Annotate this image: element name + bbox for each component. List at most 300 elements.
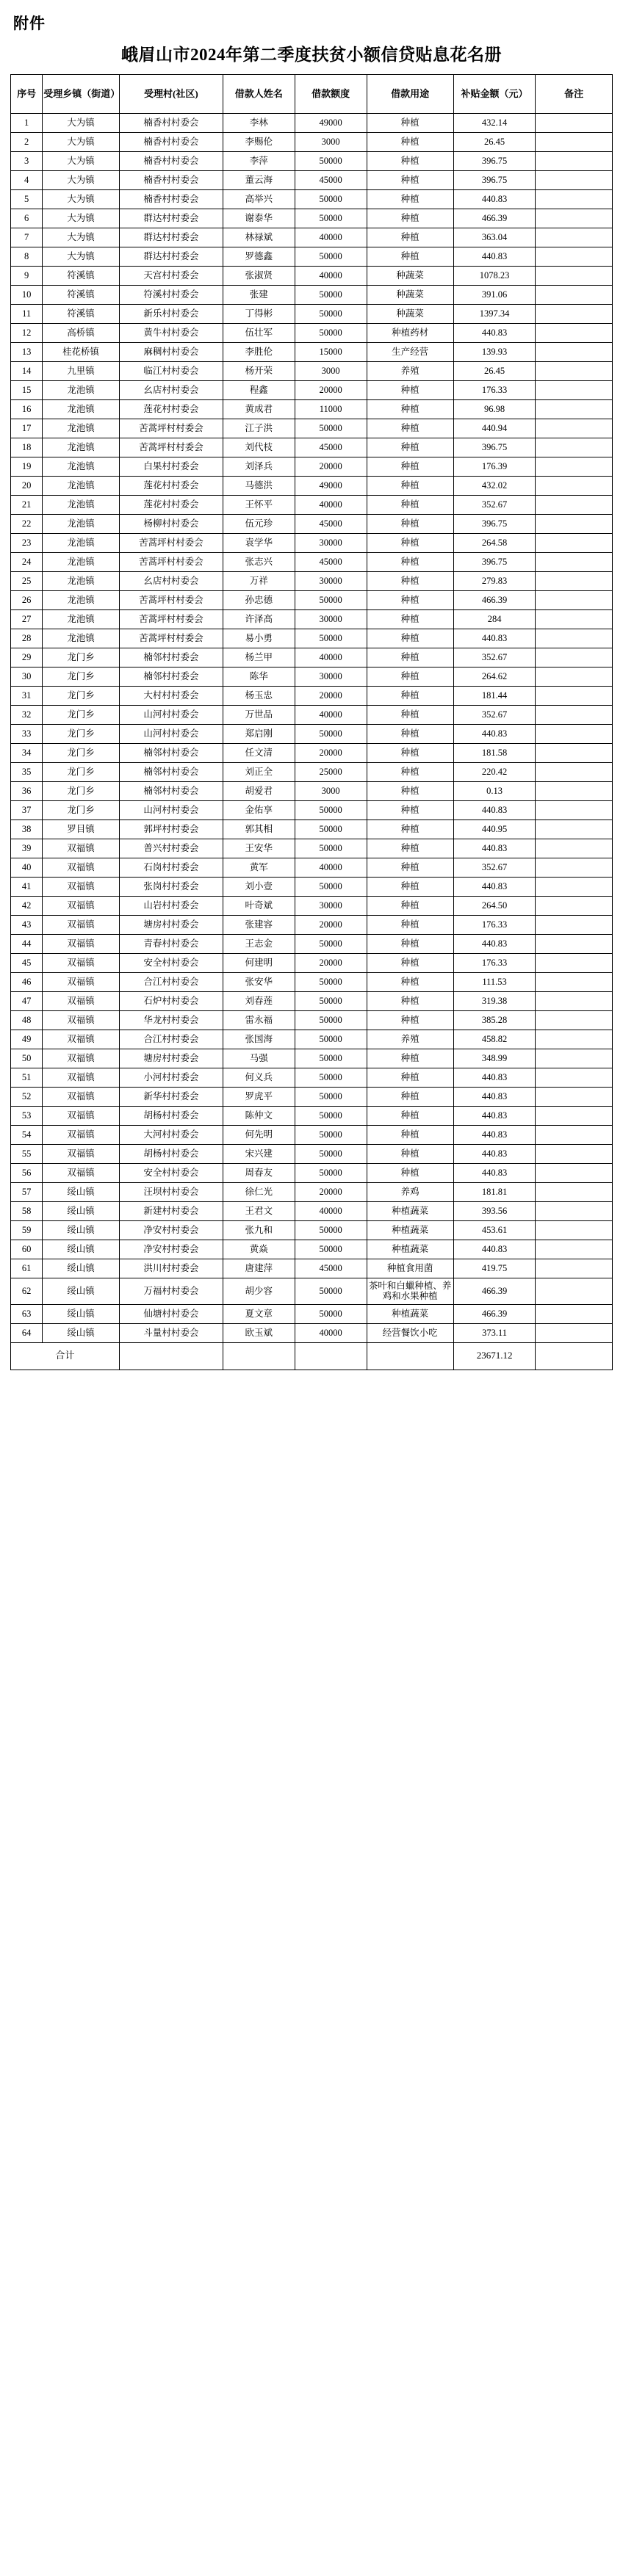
cell-village: 安全村村委会 <box>119 1164 223 1183</box>
cell-village: 幺店村村委会 <box>119 572 223 591</box>
cell-village: 楠香村村委会 <box>119 152 223 171</box>
cell-seq: 33 <box>11 725 43 744</box>
cell-borrower-name: 刘春莲 <box>223 992 295 1011</box>
cell-remark <box>536 629 613 648</box>
cell-borrower-name: 张建 <box>223 286 295 305</box>
cell-remark <box>536 133 613 152</box>
cell-loan-purpose: 种植 <box>367 1049 453 1068</box>
cell-seq: 17 <box>11 419 43 438</box>
cell-town: 双福镇 <box>43 1164 120 1183</box>
cell-village: 莲花村村委会 <box>119 400 223 419</box>
cell-village: 楠香村村委会 <box>119 114 223 133</box>
cell-seq: 41 <box>11 878 43 897</box>
cell-town: 双福镇 <box>43 858 120 878</box>
cell-remark <box>536 324 613 343</box>
cell-village: 天宫村村委会 <box>119 267 223 286</box>
cell-village: 幺店村村委会 <box>119 381 223 400</box>
table-row <box>11 553 613 572</box>
cell-subsidy-amount: 176.33 <box>453 916 535 935</box>
cell-borrower-name: 刘小壹 <box>223 878 295 897</box>
cell-loan-amount: 15000 <box>295 343 367 362</box>
cell-remark <box>536 706 613 725</box>
cell-subsidy-amount: 373.11 <box>453 1323 535 1342</box>
cell-subsidy-amount: 440.83 <box>453 1068 535 1088</box>
attachment-label: 附件 <box>13 15 46 32</box>
cell-seq: 21 <box>11 496 43 515</box>
cell-subsidy-amount: 440.83 <box>453 878 535 897</box>
cell-loan-purpose: 种植 <box>367 782 453 801</box>
cell-village: 黄牛村村委会 <box>119 324 223 343</box>
cell-loan-amount: 50000 <box>295 992 367 1011</box>
cell-loan-amount: 50000 <box>295 1221 367 1240</box>
cell-village: 楠邻村村委会 <box>119 648 223 667</box>
cell-subsidy-amount: 26.45 <box>453 133 535 152</box>
cell-seq: 60 <box>11 1240 43 1259</box>
table-row <box>11 133 613 152</box>
cell-town: 龙池镇 <box>43 381 120 400</box>
cell-borrower-name: 何建明 <box>223 954 295 973</box>
cell-town: 高桥镇 <box>43 324 120 343</box>
cell-remark <box>536 209 613 228</box>
cell-village: 楠香村村委会 <box>119 171 223 190</box>
cell-town: 大为镇 <box>43 209 120 228</box>
cell-seq: 1 <box>11 114 43 133</box>
cell-loan-purpose: 种植 <box>367 973 453 992</box>
cell-loan-purpose: 种植 <box>367 381 453 400</box>
cell-loan-purpose: 种植 <box>367 133 453 152</box>
cell-subsidy-amount: 440.83 <box>453 1126 535 1145</box>
cell-borrower-name: 王怀平 <box>223 496 295 515</box>
cell-loan-purpose: 种植蔬菜 <box>367 1304 453 1323</box>
cell-town: 绥山镇 <box>43 1221 120 1240</box>
cell-loan-amount: 20000 <box>295 687 367 706</box>
cell-loan-purpose: 生产经营 <box>367 343 453 362</box>
cell-town: 龙池镇 <box>43 610 120 629</box>
cell-town: 九里镇 <box>43 362 120 381</box>
cell-village: 汪坝村村委会 <box>119 1183 223 1202</box>
total-blank-purpose <box>367 1342 453 1370</box>
cell-seq: 50 <box>11 1049 43 1068</box>
cell-loan-amount: 50000 <box>295 1164 367 1183</box>
cell-loan-amount: 50000 <box>295 1011 367 1030</box>
table-row <box>11 247 613 267</box>
cell-loan-amount: 50000 <box>295 190 367 209</box>
cell-town: 龙门乡 <box>43 706 120 725</box>
cell-subsidy-amount: 440.83 <box>453 1145 535 1164</box>
cell-town: 大为镇 <box>43 247 120 267</box>
cell-village: 杨柳村村委会 <box>119 515 223 534</box>
cell-remark <box>536 648 613 667</box>
cell-loan-purpose: 种植 <box>367 400 453 419</box>
cell-loan-amount: 50000 <box>295 324 367 343</box>
cell-borrower-name: 孙忠德 <box>223 591 295 610</box>
cell-borrower-name: 郑启刚 <box>223 725 295 744</box>
table-row <box>11 1164 613 1183</box>
cell-loan-purpose: 种植 <box>367 858 453 878</box>
table-row <box>11 362 613 381</box>
cell-subsidy-amount: 319.38 <box>453 992 535 1011</box>
cell-borrower-name: 张志兴 <box>223 553 295 572</box>
cell-subsidy-amount: 181.81 <box>453 1183 535 1202</box>
cell-loan-amount: 50000 <box>295 286 367 305</box>
cell-village: 青春村村委会 <box>119 935 223 954</box>
cell-loan-amount: 20000 <box>295 954 367 973</box>
cell-town: 龙池镇 <box>43 419 120 438</box>
cell-borrower-name: 李赐伦 <box>223 133 295 152</box>
cell-loan-amount: 50000 <box>295 305 367 324</box>
table-row <box>11 973 613 992</box>
cell-borrower-name: 张安华 <box>223 973 295 992</box>
total-blank-village <box>119 1342 223 1370</box>
cell-town: 绥山镇 <box>43 1183 120 1202</box>
cell-seq: 11 <box>11 305 43 324</box>
table-row <box>11 706 613 725</box>
cell-remark <box>536 667 613 687</box>
column-header-remark: 备注 <box>536 75 613 114</box>
cell-loan-amount: 20000 <box>295 1183 367 1202</box>
cell-seq: 58 <box>11 1202 43 1221</box>
cell-subsidy-amount: 264.62 <box>453 667 535 687</box>
cell-village: 石岗村村委会 <box>119 858 223 878</box>
cell-village: 山岩村村委会 <box>119 897 223 916</box>
cell-seq: 26 <box>11 591 43 610</box>
subsidy-roster-table <box>10 74 613 1370</box>
cell-loan-purpose: 种植 <box>367 228 453 247</box>
cell-town: 大为镇 <box>43 190 120 209</box>
cell-town: 大为镇 <box>43 133 120 152</box>
cell-borrower-name: 何义兵 <box>223 1068 295 1088</box>
cell-borrower-name: 袁学华 <box>223 534 295 553</box>
cell-remark <box>536 878 613 897</box>
cell-village: 石炉村村委会 <box>119 992 223 1011</box>
table-row <box>11 763 613 782</box>
cell-town: 龙池镇 <box>43 438 120 457</box>
cell-town: 龙池镇 <box>43 477 120 496</box>
table-row <box>11 954 613 973</box>
cell-borrower-name: 林禄斌 <box>223 228 295 247</box>
cell-village: 大村村村委会 <box>119 687 223 706</box>
cell-remark <box>536 801 613 820</box>
cell-village: 山河村村委会 <box>119 725 223 744</box>
cell-loan-amount: 40000 <box>295 267 367 286</box>
cell-seq: 4 <box>11 171 43 190</box>
table-row <box>11 477 613 496</box>
cell-loan-purpose: 种植 <box>367 1126 453 1145</box>
cell-town: 符溪镇 <box>43 305 120 324</box>
cell-borrower-name: 李胜伦 <box>223 343 295 362</box>
cell-loan-amount: 40000 <box>295 496 367 515</box>
cell-subsidy-amount: 466.39 <box>453 1304 535 1323</box>
cell-village: 万福村村委会 <box>119 1278 223 1305</box>
cell-subsidy-amount: 284 <box>453 610 535 629</box>
cell-town: 双福镇 <box>43 992 120 1011</box>
cell-village: 新乐村村委会 <box>119 305 223 324</box>
cell-seq: 9 <box>11 267 43 286</box>
cell-remark <box>536 171 613 190</box>
cell-borrower-name: 唐建萍 <box>223 1259 295 1278</box>
cell-loan-purpose: 种植 <box>367 1107 453 1126</box>
cell-seq: 53 <box>11 1107 43 1126</box>
cell-borrower-name: 金佑享 <box>223 801 295 820</box>
cell-borrower-name: 何先明 <box>223 1126 295 1145</box>
cell-subsidy-amount: 432.02 <box>453 477 535 496</box>
cell-borrower-name: 罗虎平 <box>223 1088 295 1107</box>
cell-loan-amount: 45000 <box>295 515 367 534</box>
cell-village: 郭坪村村委会 <box>119 820 223 839</box>
cell-borrower-name: 高举兴 <box>223 190 295 209</box>
cell-remark <box>536 839 613 858</box>
cell-town: 龙门乡 <box>43 687 120 706</box>
table-row <box>11 171 613 190</box>
cell-borrower-name: 张淑贤 <box>223 267 295 286</box>
cell-town: 桂花桥镇 <box>43 343 120 362</box>
cell-loan-amount: 50000 <box>295 247 367 267</box>
cell-village: 合江村村委会 <box>119 973 223 992</box>
cell-remark <box>536 515 613 534</box>
cell-loan-amount: 11000 <box>295 400 367 419</box>
cell-town: 绥山镇 <box>43 1240 120 1259</box>
cell-loan-amount: 50000 <box>295 419 367 438</box>
cell-seq: 63 <box>11 1304 43 1323</box>
column-header-loan-amount: 借款额度 <box>295 75 367 114</box>
cell-remark <box>536 381 613 400</box>
table-row <box>11 190 613 209</box>
cell-borrower-name: 王志金 <box>223 935 295 954</box>
cell-remark <box>536 1068 613 1088</box>
cell-loan-purpose: 种植 <box>367 954 453 973</box>
cell-town: 龙门乡 <box>43 801 120 820</box>
cell-borrower-name: 黄成君 <box>223 400 295 419</box>
cell-subsidy-amount: 440.83 <box>453 1088 535 1107</box>
cell-seq: 8 <box>11 247 43 267</box>
cell-remark <box>536 114 613 133</box>
cell-subsidy-amount: 453.61 <box>453 1221 535 1240</box>
cell-subsidy-amount: 440.83 <box>453 839 535 858</box>
cell-village: 楠香村村委会 <box>119 133 223 152</box>
cell-remark <box>536 247 613 267</box>
cell-town: 龙池镇 <box>43 534 120 553</box>
total-row <box>11 1342 613 1370</box>
column-header-loan-purpose: 借款用途 <box>367 75 453 114</box>
cell-seq: 22 <box>11 515 43 534</box>
cell-borrower-name: 许泽高 <box>223 610 295 629</box>
cell-remark <box>536 496 613 515</box>
cell-town: 龙门乡 <box>43 763 120 782</box>
cell-loan-amount: 50000 <box>295 725 367 744</box>
cell-village: 临江村村委会 <box>119 362 223 381</box>
cell-village: 新华村村委会 <box>119 1088 223 1107</box>
cell-remark <box>536 572 613 591</box>
cell-seq: 6 <box>11 209 43 228</box>
cell-borrower-name: 马德洪 <box>223 477 295 496</box>
cell-village: 仙塘村村委会 <box>119 1304 223 1323</box>
cell-remark <box>536 190 613 209</box>
page-title: 峨眉山市2024年第二季度扶贫小额信贷贴息花名册 <box>121 46 502 64</box>
cell-remark <box>536 228 613 247</box>
cell-village: 普兴村村委会 <box>119 839 223 858</box>
cell-town: 罗目镇 <box>43 820 120 839</box>
table-row <box>11 1126 613 1145</box>
cell-subsidy-amount: 396.75 <box>453 438 535 457</box>
cell-borrower-name: 杨兰甲 <box>223 648 295 667</box>
cell-town: 大为镇 <box>43 228 120 247</box>
cell-town: 双福镇 <box>43 1107 120 1126</box>
cell-loan-amount: 50000 <box>295 1068 367 1088</box>
cell-remark <box>536 992 613 1011</box>
table-row <box>11 457 613 477</box>
cell-loan-purpose: 种植 <box>367 457 453 477</box>
cell-loan-amount: 50000 <box>295 1145 367 1164</box>
cell-subsidy-amount: 391.06 <box>453 286 535 305</box>
cell-village: 大河村村委会 <box>119 1126 223 1145</box>
cell-loan-amount: 45000 <box>295 553 367 572</box>
cell-loan-purpose: 种植 <box>367 648 453 667</box>
cell-seq: 5 <box>11 190 43 209</box>
cell-town: 龙门乡 <box>43 782 120 801</box>
cell-borrower-name: 欧玉斌 <box>223 1323 295 1342</box>
table-row <box>11 782 613 801</box>
cell-village: 山河村村委会 <box>119 801 223 820</box>
cell-loan-amount: 30000 <box>295 572 367 591</box>
cell-seq: 44 <box>11 935 43 954</box>
cell-loan-purpose: 种植 <box>367 878 453 897</box>
table-row <box>11 1030 613 1049</box>
cell-subsidy-amount: 0.13 <box>453 782 535 801</box>
cell-borrower-name: 雷永福 <box>223 1011 295 1030</box>
cell-subsidy-amount: 440.94 <box>453 419 535 438</box>
cell-subsidy-amount: 440.83 <box>453 725 535 744</box>
table-row <box>11 381 613 400</box>
table-row <box>11 1304 613 1323</box>
cell-loan-amount: 50000 <box>295 1126 367 1145</box>
cell-remark <box>536 935 613 954</box>
cell-town: 双福镇 <box>43 878 120 897</box>
cell-subsidy-amount: 440.83 <box>453 190 535 209</box>
cell-town: 符溪镇 <box>43 267 120 286</box>
table-row <box>11 839 613 858</box>
table-row <box>11 1221 613 1240</box>
cell-remark <box>536 610 613 629</box>
cell-subsidy-amount: 352.67 <box>453 648 535 667</box>
cell-subsidy-amount: 396.75 <box>453 171 535 190</box>
cell-village: 塘房村村委会 <box>119 1049 223 1068</box>
cell-remark <box>536 1278 613 1305</box>
cell-loan-amount: 50000 <box>295 629 367 648</box>
cell-town: 大为镇 <box>43 171 120 190</box>
cell-loan-purpose: 种植 <box>367 1164 453 1183</box>
cell-remark <box>536 1126 613 1145</box>
cell-loan-purpose: 种植 <box>367 801 453 820</box>
cell-village: 张岗村村委会 <box>119 878 223 897</box>
cell-loan-purpose: 种蔬菜 <box>367 305 453 324</box>
cell-borrower-name: 刘泽兵 <box>223 457 295 477</box>
cell-loan-purpose: 种植 <box>367 706 453 725</box>
cell-seq: 61 <box>11 1259 43 1278</box>
cell-town: 龙池镇 <box>43 400 120 419</box>
cell-village: 胡杨村村委会 <box>119 1145 223 1164</box>
cell-seq: 10 <box>11 286 43 305</box>
cell-subsidy-amount: 220.42 <box>453 763 535 782</box>
cell-subsidy-amount: 440.83 <box>453 247 535 267</box>
cell-village: 苦蒿坪村村委会 <box>119 438 223 457</box>
cell-remark <box>536 1323 613 1342</box>
cell-subsidy-amount: 181.44 <box>453 687 535 706</box>
cell-town: 龙池镇 <box>43 496 120 515</box>
cell-loan-purpose: 种植 <box>367 209 453 228</box>
cell-loan-purpose: 种植 <box>367 687 453 706</box>
cell-town: 双福镇 <box>43 1049 120 1068</box>
cell-remark <box>536 820 613 839</box>
cell-subsidy-amount: 440.83 <box>453 801 535 820</box>
cell-borrower-name: 杨玉忠 <box>223 687 295 706</box>
cell-loan-amount: 50000 <box>295 1304 367 1323</box>
table-row <box>11 858 613 878</box>
cell-village: 苦蒿坪村村委会 <box>119 553 223 572</box>
cell-town: 双福镇 <box>43 1011 120 1030</box>
cell-subsidy-amount: 348.99 <box>453 1049 535 1068</box>
cell-loan-purpose: 种植 <box>367 190 453 209</box>
cell-borrower-name: 任文清 <box>223 744 295 763</box>
cell-loan-amount: 3000 <box>295 782 367 801</box>
cell-loan-amount: 50000 <box>295 1240 367 1259</box>
cell-subsidy-amount: 466.39 <box>453 591 535 610</box>
cell-subsidy-amount: 176.33 <box>453 954 535 973</box>
cell-town: 龙池镇 <box>43 457 120 477</box>
table-row <box>11 935 613 954</box>
cell-seq: 7 <box>11 228 43 247</box>
table-row <box>11 916 613 935</box>
cell-town: 双福镇 <box>43 954 120 973</box>
cell-loan-purpose: 种植食用菌 <box>367 1259 453 1278</box>
cell-loan-purpose: 种植 <box>367 152 453 171</box>
cell-remark <box>536 534 613 553</box>
cell-loan-purpose: 种植 <box>367 992 453 1011</box>
cell-village: 楠香村村委会 <box>119 190 223 209</box>
cell-loan-amount: 40000 <box>295 228 367 247</box>
table-row <box>11 228 613 247</box>
cell-remark <box>536 1221 613 1240</box>
column-header-town: 受理乡镇（街道） <box>43 75 120 114</box>
column-header-seq: 序号 <box>11 75 43 114</box>
cell-remark <box>536 687 613 706</box>
cell-borrower-name: 程鑫 <box>223 381 295 400</box>
cell-borrower-name: 王君文 <box>223 1202 295 1221</box>
cell-loan-amount: 20000 <box>295 916 367 935</box>
cell-remark <box>536 858 613 878</box>
cell-loan-purpose: 种植 <box>367 438 453 457</box>
cell-borrower-name: 陈仲文 <box>223 1107 295 1126</box>
cell-loan-purpose: 种植 <box>367 1088 453 1107</box>
table-row <box>11 878 613 897</box>
cell-loan-purpose: 种植 <box>367 725 453 744</box>
cell-loan-amount: 30000 <box>295 667 367 687</box>
cell-borrower-name: 叶奇斌 <box>223 897 295 916</box>
table-row <box>11 1278 613 1305</box>
cell-loan-amount: 50000 <box>295 878 367 897</box>
cell-loan-purpose: 种植 <box>367 496 453 515</box>
cell-town: 绥山镇 <box>43 1278 120 1305</box>
cell-seq: 30 <box>11 667 43 687</box>
cell-loan-amount: 50000 <box>295 1030 367 1049</box>
cell-loan-amount: 30000 <box>295 897 367 916</box>
cell-borrower-name: 王安华 <box>223 839 295 858</box>
table-header <box>11 75 613 114</box>
cell-remark <box>536 973 613 992</box>
cell-remark <box>536 1030 613 1049</box>
cell-loan-purpose: 种植 <box>367 247 453 267</box>
table-row <box>11 1049 613 1068</box>
cell-subsidy-amount: 352.67 <box>453 496 535 515</box>
